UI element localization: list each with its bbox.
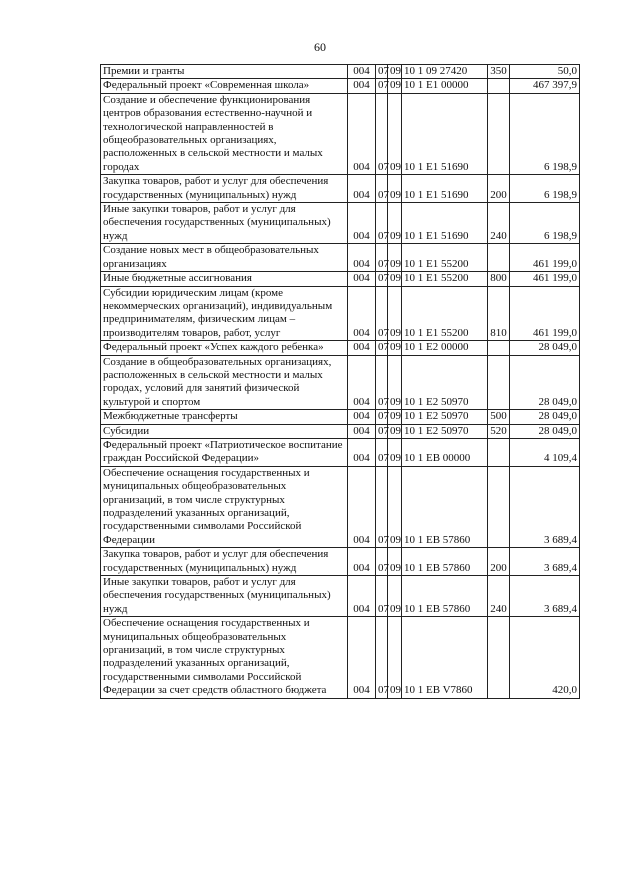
row-expense-type-code: 800 bbox=[488, 272, 510, 286]
row-subsection-code: 09 bbox=[388, 244, 402, 272]
row-amount: 6 198,9 bbox=[510, 175, 580, 203]
row-amount: 28 049,0 bbox=[510, 355, 580, 410]
row-subsection-code: 09 bbox=[388, 548, 402, 576]
row-expense-type-code: 200 bbox=[488, 175, 510, 203]
row-amount: 28 049,0 bbox=[510, 410, 580, 424]
row-grbs-code: 004 bbox=[348, 438, 376, 466]
row-target-article-code: 10 1 E2 00000 bbox=[402, 341, 488, 355]
row-subsection-code: 09 bbox=[388, 355, 402, 410]
row-grbs-code: 004 bbox=[348, 65, 376, 79]
row-section-code: 07 bbox=[376, 272, 388, 286]
row-subsection-code: 09 bbox=[388, 617, 402, 698]
row-target-article-code: 10 1 E2 50970 bbox=[402, 355, 488, 410]
row-expense-type-code: 240 bbox=[488, 203, 510, 244]
row-target-article-code: 10 1 EB 00000 bbox=[402, 438, 488, 466]
table-row bbox=[101, 617, 580, 698]
row-grbs-code: 004 bbox=[348, 355, 376, 410]
row-expense-type-code: 500 bbox=[488, 410, 510, 424]
table-row bbox=[101, 272, 580, 286]
row-amount: 6 198,9 bbox=[510, 203, 580, 244]
row-target-article-code: 10 1 E1 55200 bbox=[402, 272, 488, 286]
row-name: Иные закупки товаров, работ и услуг для обеспечения государственных (муниципальных) нужд bbox=[101, 576, 348, 617]
row-grbs-code: 004 bbox=[348, 93, 376, 174]
row-name: Федеральный проект «Успех каждого ребенка» bbox=[101, 341, 348, 355]
row-grbs-code: 004 bbox=[348, 424, 376, 438]
row-target-article-code: 10 1 E2 50970 bbox=[402, 410, 488, 424]
row-target-article-code: 10 1 EB 57860 bbox=[402, 548, 488, 576]
row-section-code: 07 bbox=[376, 203, 388, 244]
row-target-article-code: 10 1 EB 57860 bbox=[402, 576, 488, 617]
row-name: Создание в общеобразовательных организациях, расположенных в сельской местности и малых городах, условий для занятий физической культурой и спортом bbox=[101, 355, 348, 410]
row-section-code: 07 bbox=[376, 79, 388, 93]
row-name: Субсидии юридическим лицам (кроме некоммерческих организаций), индивидуальным предпринимателям, физическим лицам – производителям товаров, работ, услуг bbox=[101, 286, 348, 341]
row-amount: 28 049,0 bbox=[510, 424, 580, 438]
row-grbs-code: 004 bbox=[348, 286, 376, 341]
row-subsection-code: 09 bbox=[388, 203, 402, 244]
row-subsection-code: 09 bbox=[388, 576, 402, 617]
row-expense-type-code bbox=[488, 466, 510, 547]
row-expense-type-code bbox=[488, 617, 510, 698]
table-row bbox=[101, 466, 580, 547]
row-expense-type-code: 350 bbox=[488, 65, 510, 79]
table-row bbox=[101, 341, 580, 355]
row-name: Субсидии bbox=[101, 424, 348, 438]
row-name: Иные закупки товаров, работ и услуг для обеспечения государственных (муниципальных) нужд bbox=[101, 203, 348, 244]
row-expense-type-code bbox=[488, 341, 510, 355]
row-subsection-code: 09 bbox=[388, 79, 402, 93]
row-subsection-code: 09 bbox=[388, 286, 402, 341]
table-row bbox=[101, 175, 580, 203]
table-row bbox=[101, 548, 580, 576]
row-grbs-code: 004 bbox=[348, 576, 376, 617]
row-name: Межбюджетные трансферты bbox=[101, 410, 348, 424]
row-grbs-code: 004 bbox=[348, 244, 376, 272]
row-amount: 420,0 bbox=[510, 617, 580, 698]
row-grbs-code: 004 bbox=[348, 175, 376, 203]
row-expense-type-code: 240 bbox=[488, 576, 510, 617]
row-name: Закупка товаров, работ и услуг для обеспечения государственных (муниципальных) нужд bbox=[101, 548, 348, 576]
table-row bbox=[101, 93, 580, 174]
table-row bbox=[101, 203, 580, 244]
row-expense-type-code bbox=[488, 355, 510, 410]
row-target-article-code: 10 1 E1 55200 bbox=[402, 286, 488, 341]
row-target-article-code: 10 1 E1 51690 bbox=[402, 175, 488, 203]
row-section-code: 07 bbox=[376, 341, 388, 355]
row-target-article-code: 10 1 E2 50970 bbox=[402, 424, 488, 438]
row-section-code: 07 bbox=[376, 175, 388, 203]
row-expense-type-code bbox=[488, 93, 510, 174]
row-section-code: 07 bbox=[376, 548, 388, 576]
row-grbs-code: 004 bbox=[348, 341, 376, 355]
row-target-article-code: 10 1 E1 55200 bbox=[402, 244, 488, 272]
row-expense-type-code bbox=[488, 244, 510, 272]
row-expense-type-code bbox=[488, 79, 510, 93]
row-name: Премии и гранты bbox=[101, 65, 348, 79]
row-name: Обеспечение оснащения государственных и муниципальных общеобразовательных организаций, в том числе структурных подразделений указанных организаций, государственными символами Российской Федерации bbox=[101, 466, 348, 547]
row-amount: 4 109,4 bbox=[510, 438, 580, 466]
row-name: Обеспечение оснащения государственных и муниципальных общеобразовательных организаций, в том числе структурных подразделений указанных организаций, государственными символами Российской Федерации за счет средств областного бюджета bbox=[101, 617, 348, 698]
row-amount: 6 198,9 bbox=[510, 93, 580, 174]
table-row bbox=[101, 65, 580, 79]
table-row bbox=[101, 438, 580, 466]
row-amount: 3 689,4 bbox=[510, 548, 580, 576]
row-amount: 467 397,9 bbox=[510, 79, 580, 93]
table-row bbox=[101, 576, 580, 617]
row-subsection-code: 09 bbox=[388, 466, 402, 547]
table-row bbox=[101, 244, 580, 272]
row-grbs-code: 004 bbox=[348, 410, 376, 424]
row-section-code: 07 bbox=[376, 438, 388, 466]
row-expense-type-code: 810 bbox=[488, 286, 510, 341]
row-subsection-code: 09 bbox=[388, 341, 402, 355]
row-subsection-code: 09 bbox=[388, 438, 402, 466]
row-subsection-code: 09 bbox=[388, 272, 402, 286]
row-grbs-code: 004 bbox=[348, 272, 376, 286]
budget-table-body bbox=[101, 65, 580, 699]
row-section-code: 07 bbox=[376, 244, 388, 272]
table-row bbox=[101, 355, 580, 410]
row-section-code: 07 bbox=[376, 617, 388, 698]
row-section-code: 07 bbox=[376, 93, 388, 174]
row-section-code: 07 bbox=[376, 286, 388, 341]
row-target-article-code: 10 1 E1 00000 bbox=[402, 79, 488, 93]
row-amount: 3 689,4 bbox=[510, 466, 580, 547]
row-expense-type-code: 200 bbox=[488, 548, 510, 576]
row-section-code: 07 bbox=[376, 410, 388, 424]
row-subsection-code: 09 bbox=[388, 424, 402, 438]
row-grbs-code: 004 bbox=[348, 466, 376, 547]
row-amount: 50,0 bbox=[510, 65, 580, 79]
row-expense-type-code bbox=[488, 438, 510, 466]
budget-table bbox=[100, 64, 580, 699]
row-name: Федеральный проект «Патриотическое воспитание граждан Российской Федерации» bbox=[101, 438, 348, 466]
page-number: 60 bbox=[314, 40, 326, 54]
row-target-article-code: 10 1 09 27420 bbox=[402, 65, 488, 79]
row-section-code: 07 bbox=[376, 65, 388, 79]
row-amount: 461 199,0 bbox=[510, 272, 580, 286]
row-grbs-code: 004 bbox=[348, 617, 376, 698]
row-name: Закупка товаров, работ и услуг для обеспечения государственных (муниципальных) нужд bbox=[101, 175, 348, 203]
row-amount: 461 199,0 bbox=[510, 244, 580, 272]
table-row bbox=[101, 424, 580, 438]
row-target-article-code: 10 1 E1 51690 bbox=[402, 203, 488, 244]
row-amount: 3 689,4 bbox=[510, 576, 580, 617]
table-row bbox=[101, 79, 580, 93]
row-subsection-code: 09 bbox=[388, 175, 402, 203]
row-target-article-code: 10 1 EB V7860 bbox=[402, 617, 488, 698]
row-name: Иные бюджетные ассигнования bbox=[101, 272, 348, 286]
row-target-article-code: 10 1 E1 51690 bbox=[402, 93, 488, 174]
row-subsection-code: 09 bbox=[388, 93, 402, 174]
row-subsection-code: 09 bbox=[388, 65, 402, 79]
row-section-code: 07 bbox=[376, 466, 388, 547]
row-grbs-code: 004 bbox=[348, 79, 376, 93]
row-section-code: 07 bbox=[376, 576, 388, 617]
table-row bbox=[101, 286, 580, 341]
row-grbs-code: 004 bbox=[348, 548, 376, 576]
row-target-article-code: 10 1 EB 57860 bbox=[402, 466, 488, 547]
row-section-code: 07 bbox=[376, 424, 388, 438]
row-amount: 28 049,0 bbox=[510, 341, 580, 355]
row-section-code: 07 bbox=[376, 355, 388, 410]
row-name: Создание и обеспечение функционирования центров образования естественно-научной и технологической направленностей в общеобразовательных организациях, расположенных в сельской местности и малых городах bbox=[101, 93, 348, 174]
row-name: Создание новых мест в общеобразовательных организациях bbox=[101, 244, 348, 272]
table-row bbox=[101, 410, 580, 424]
row-expense-type-code: 520 bbox=[488, 424, 510, 438]
row-name: Федеральный проект «Современная школа» bbox=[101, 79, 348, 93]
row-subsection-code: 09 bbox=[388, 410, 402, 424]
row-grbs-code: 004 bbox=[348, 203, 376, 244]
row-amount: 461 199,0 bbox=[510, 286, 580, 341]
